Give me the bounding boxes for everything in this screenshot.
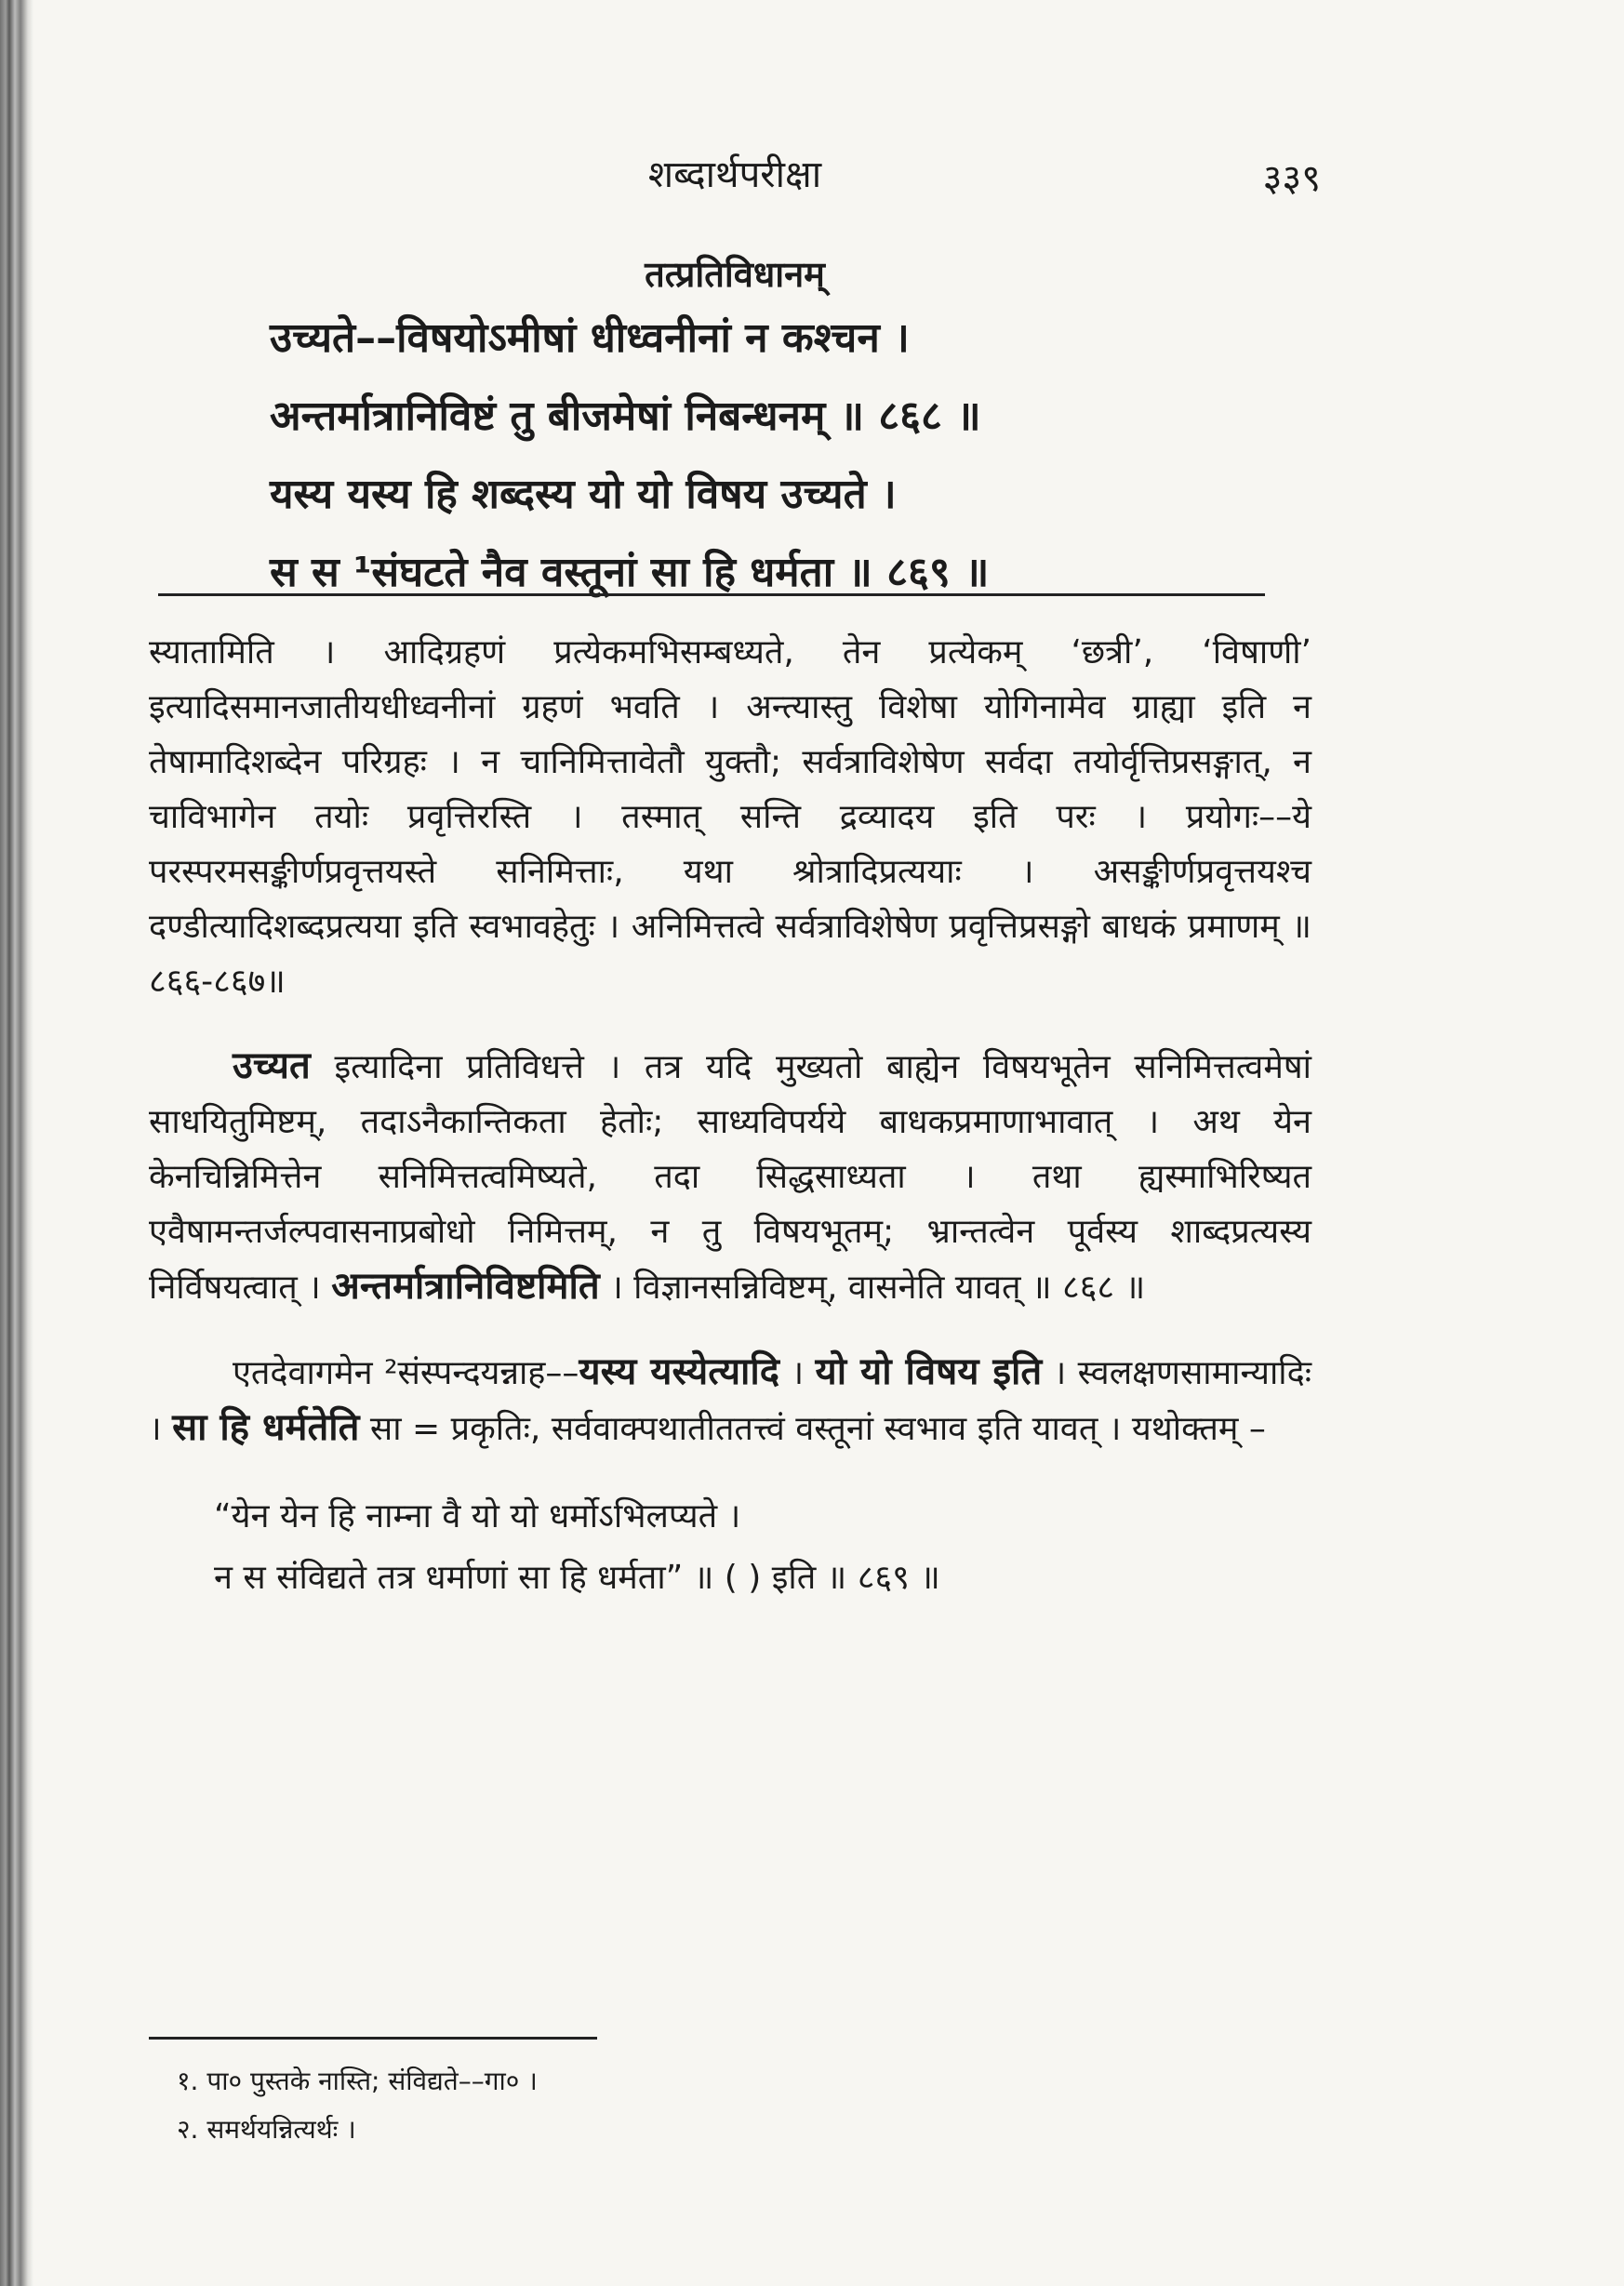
footnote: २. समर्थयन्नित्यर्थः । [177, 2114, 356, 2145]
verse-heading: तत्प्रतिविधानम् [645, 254, 825, 295]
page-number: ३३९ [1262, 157, 1321, 200]
verse-divider-rule [158, 593, 1265, 596]
verse-line: यस्य यस्य हि शब्दस्य यो यो विषय उच्यते । [270, 471, 897, 518]
commentary-text: । [779, 1354, 816, 1392]
commentary-paragraph [149, 1345, 1311, 1456]
quotation-block [214, 1486, 1311, 1609]
footnote-rule [149, 2037, 597, 2040]
lemma: यस्य यस्येत्यादि [579, 1350, 780, 1393]
verse-line: अन्तर्मात्रानिविष्टं तु बीजमेषां निबन्धनम् ॥ ८६८ ॥ [270, 392, 981, 440]
commentary-text: । स्वलक्षणसामान्यादिः । [149, 1354, 1311, 1448]
running-head [149, 147, 1321, 203]
footnotes [177, 2057, 1107, 2154]
running-title: शब्दार्थपरीक्षा [647, 153, 822, 196]
lemma: सा हि धर्मतेति [172, 1406, 360, 1449]
lemma: अन्तर्मात्रानिविष्टमिति [331, 1265, 600, 1308]
commentary-text: सा = प्रकृतिः, सर्ववाक्पथातीततत्त्वं वस्तूनां स्वभाव इति यावत् । यथोक्तम् – [359, 1410, 1266, 1448]
page [149, 0, 1321, 2286]
commentary-text: । विज्ञानसन्निविष्टम्, वासनेति यावत् ॥ ८६८ ॥ [599, 1269, 1146, 1307]
lemma: उच्यत [233, 1044, 311, 1087]
quotation-line: न स संविद्यते तत्र धर्माणां सा हि धर्मता” ॥ ( ) इति ॥ ८६९ ॥ [214, 1559, 940, 1597]
verse-block [270, 299, 1311, 612]
commentary-paragraph: स्यातामिति । आदिग्रहणं प्रत्येकमभिसम्बध्यते, तेन प्रत्येकम् ‘छत्री’, ‘विषाणी’ इत्यादिसमानजातीयधीध्वनीनां ग्रहणं भवति । अन्त्यास्तु विशेषा योगिनामेव ग्राह्या इति न तेषामादिशब्देन परिग्रहः । न चानिमित्तावेतौ युक्तौ; सर्वत्राविशेषेण सर्वदा तयोर्वृत्तिप्रसङ्गात्, न चाविभागेन तयोः प्रवृत्तिरस्ति । तस्मात् सन्ति द्रव्यादय इति परः । प्रयोगः––ये परस्परमसङ्कीर्णप्रवृत्तयस्ते सनिमित्ताः, यथा श्रोत्रादिप्रत्ययाः । असङ्कीर्णप्रवृत्तयश्च दण्डीत्यादिशब्दप्रत्यया इति स्वभावहेतुः । अनिमित्तत्वे सर्वत्राविशेषेण प्रवृत्तिप्रसङ्गो बाधकं प्रमाणम् ॥८६६-८६७॥ [149, 633, 1311, 1001]
book-binding-edge [0, 0, 33, 2286]
footnote: १. पा० पुस्तके नास्ति; संविद्यते––गा० । [177, 2066, 538, 2096]
commentary-paragraph [149, 1039, 1311, 1315]
verse-line: उच्यते––विषयोऽमीषां धीध्वनीनां न कश्चन । [270, 314, 910, 362]
commentary-text: इत्यादिना प्रतिविधत्ते । तत्र यदि मुख्यतो बाह्येन विषयभूतेन सनिमित्तत्वमेषां साधयितुमिष्टम्, तदाऽनैकान्तिकता हेतोः; साध्यविपर्यये बाधकप्रमाणाभावात् । अथ येन केनचिन्निमित्तेन सनिमित्तत्वमिष्यते, तदा सिद्धसाध्यता । तथा ह्यस्माभिरिष्यत एवैषामन्तर्जल्पवासनाप्रबोधो निमित्तम्, न तु विषयभूतम्; भ्रान्तत्वेन पूर्वस्य शाब्दप्रत्यस्य निर्विषयत्वात् । [149, 1048, 1311, 1307]
commentary [149, 625, 1311, 1609]
lemma: यो यो विषय इति [815, 1350, 1043, 1393]
verse-line: स स ¹संघटते नैव वस्तूनां सा हि धर्मता ॥ ८६९ ॥ [270, 549, 990, 596]
commentary-text: एतदेवागमेन ²संस्पन्दयन्नाह–– [233, 1354, 579, 1392]
quotation-line: “येन येन हि नाम्ना वै यो यो धर्मोऽभिलप्यते । [214, 1497, 741, 1535]
